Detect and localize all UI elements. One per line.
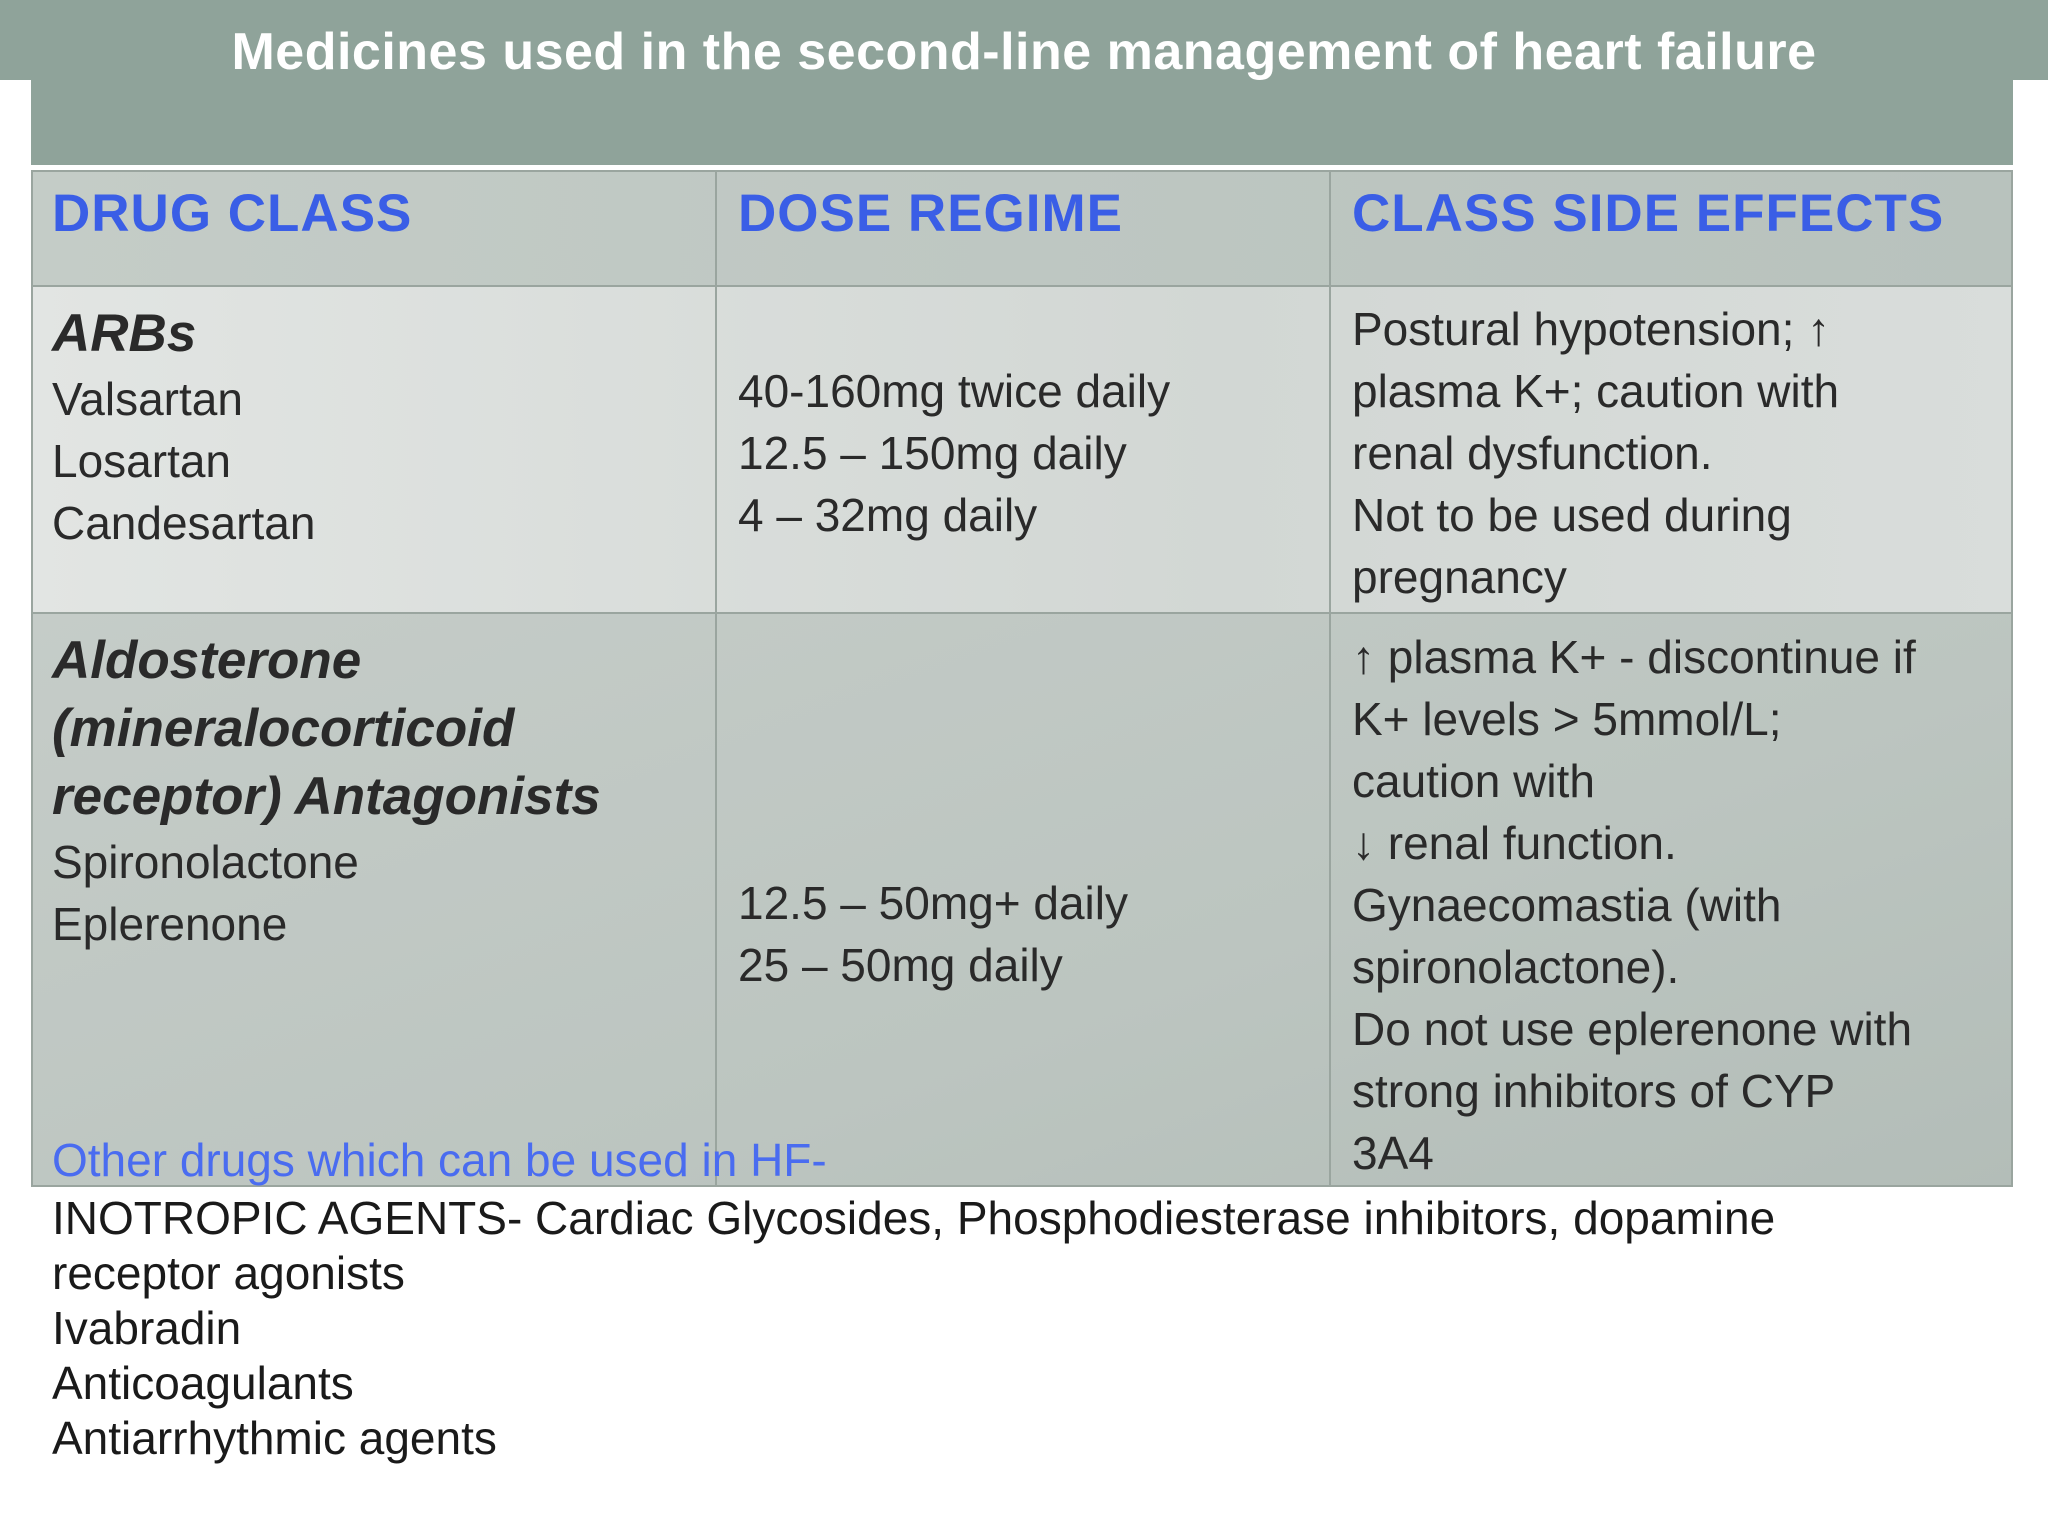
drug-name: Valsartan [52,373,243,425]
drug-class-name: ARBs [52,304,197,363]
dose-cell [738,872,1128,996]
side-effect-line: caution with [1352,755,1595,807]
side-effect-line: ↓ renal function. [1352,817,1677,869]
dose-text: 25 – 50mg daily [738,939,1063,991]
side-effect-line: plasma K+; caution with [1352,365,1840,417]
other-drug-item: Ivabradin [52,1302,242,1354]
side-effects-cell [1352,298,1839,608]
drug-class-name: Aldosterone [52,631,362,690]
drug-class-name: (mineralocorticoid [52,699,515,758]
slide-title: Medicines used in the second-line management of heart failure [231,23,1817,81]
table-border-left [31,170,33,1186]
table-column-divider [1329,170,1331,1186]
side-effect-line: Do not use eplerenone with [1352,1003,1913,1055]
other-drug-item: receptor agonists [52,1247,405,1299]
side-effect-line: Postural hypotension; ↑ [1352,303,1831,355]
other-drug-item: Antiarrhythmic agents [52,1412,497,1464]
table-column-divider [715,170,717,1186]
other-drug-item: Anticoagulants [52,1357,354,1409]
title-bar-extension [31,80,2013,165]
table-border-top [31,170,2013,172]
other-drugs-heading: Other drugs which can be used in HF- [52,1134,827,1186]
dose-text: 12.5 – 50mg+ daily [738,877,1128,929]
side-effect-line: pregnancy [1352,551,1567,603]
side-effect-line: Gynaecomastia (with [1352,879,1782,931]
side-effect-line: strong inhibitors of CYP [1352,1065,1836,1117]
drug-class-name: receptor) Antagonists [52,767,601,826]
table-border-right [2011,170,2013,1186]
drug-name: Spironolactone [52,836,359,888]
side-effects-cell [1352,626,1916,1184]
dose-cell [738,360,1170,546]
drug-name: Candesartan [52,497,316,549]
table-row-divider [31,612,2013,614]
header-class-side-effects: CLASS SIDE EFFECTS [1352,184,1945,243]
side-effect-line: ↑ plasma K+ - discontinue if [1352,631,1916,683]
drug-class-cell [52,300,315,554]
other-drugs-list [52,1191,1775,1466]
side-effect-line: K+ levels > 5mmol/L; [1352,693,1782,745]
other-drug-item: INOTROPIC AGENTS- Cardiac Glycosides, Phosphodiesterase inhibitors, dopamine [52,1192,1776,1244]
side-effect-line: Not to be used during [1352,489,1792,541]
side-effect-line: 3A4 [1352,1127,1434,1179]
dose-text: 40-160mg twice daily [738,365,1171,417]
header-dose-regime: DOSE REGIME [738,184,1124,243]
table-row-divider [31,285,2013,287]
side-effect-line: renal dysfunction. [1352,427,1713,479]
drug-class-cell [52,627,601,955]
header-drug-class: DRUG CLASS [52,184,413,243]
side-effect-line: spironolactone). [1352,941,1680,993]
drug-name: Losartan [52,435,232,487]
dose-text: 4 – 32mg daily [738,489,1038,541]
dose-text: 12.5 – 150mg daily [738,427,1127,479]
drug-name: Eplerenone [52,898,288,950]
